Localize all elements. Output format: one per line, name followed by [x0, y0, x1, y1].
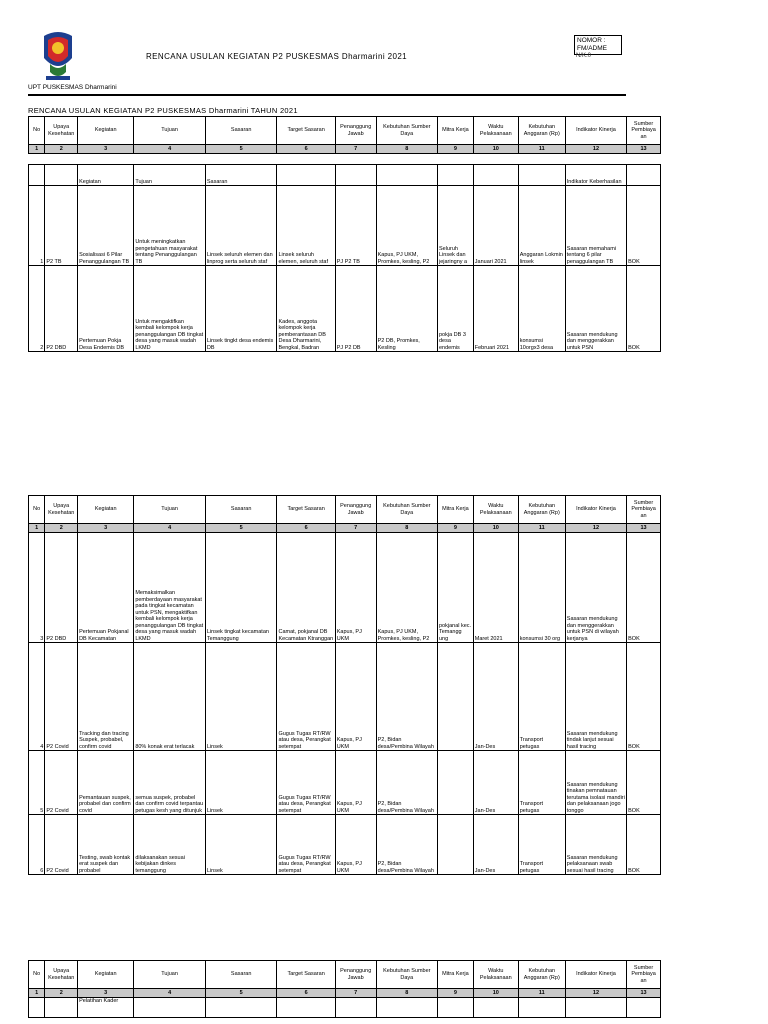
col-number: 4 — [134, 989, 206, 998]
label-cell: Kegiatan — [78, 165, 134, 186]
col-number: 13 — [627, 989, 661, 998]
cell-indikator: Sasaran mendukung pelaksanaan swab sesuai hasil tracing — [565, 815, 626, 875]
cell-no: 5 — [29, 751, 45, 815]
col-number: 2 — [45, 524, 78, 533]
cell-sumber: BOK — [627, 186, 661, 266]
cell-anggaran: Anggaran Lokmin linsek — [518, 186, 565, 266]
col-number: 4 — [134, 524, 206, 533]
label-cell — [627, 165, 661, 186]
col-header: Sumber Pembiaya an — [627, 117, 661, 145]
cell-waktu: Jan-Des — [473, 751, 518, 815]
cell-sumber: BOK — [627, 751, 661, 815]
col-number: 9 — [437, 145, 473, 154]
cell-upaya: P2 Covid — [45, 751, 78, 815]
col-header: Indikator Kinerja — [565, 961, 626, 989]
cell-target — [277, 998, 335, 1018]
col-number: 3 — [78, 989, 134, 998]
cell-upaya: P2 TB — [45, 186, 78, 266]
col-header: Upaya Kesehatan — [45, 961, 78, 989]
col-number: 3 — [78, 524, 134, 533]
col-number: 5 — [205, 145, 277, 154]
col-number: 12 — [565, 145, 626, 154]
nomor-label: NOMOR : — [577, 37, 606, 44]
cell-anggaran: konsumsi 10orgx3 desa — [518, 266, 565, 352]
table-header-row — [29, 496, 661, 524]
cell-upaya: P2 Covid — [45, 815, 78, 875]
cell-no: 4 — [29, 643, 45, 751]
nomor-extra: N/K.0 — [576, 53, 592, 59]
col-number: 1 — [29, 524, 45, 533]
cell-mitra — [437, 815, 473, 875]
cell-kegiatan: Pemantauan suspek, probabel dan confirm covid — [78, 751, 134, 815]
col-header: Kebutuhan Sumber Daya — [376, 961, 437, 989]
cell-waktu: Maret 2021 — [473, 533, 518, 643]
cell-kegiatan: Pertemuan Pokja Desa Endemis DB — [78, 266, 134, 352]
label-cell — [45, 165, 78, 186]
cell-tujuan: Memaksimalkan pemberdayaan masyarakat pada tingkat kecamatan untuk PSN, mengaktifkan kembali kelompok kerja penanggulangan DB tingkat desa yang masuk wadah LKMD — [134, 533, 206, 643]
plan-subtitle: RENCANA USULAN KEGIATAN P2 PUSKESMAS Dharmarini TAHUN 2021 — [28, 106, 298, 115]
column-number-row — [29, 145, 661, 154]
col-number: 6 — [277, 524, 335, 533]
cell-kegiatan: Sosialisasi 6 Pilar Penanggulangan TB — [78, 186, 134, 266]
cell-mitra: pokja DB 3 desa endemis — [437, 266, 473, 352]
cell-sumber-daya — [376, 998, 437, 1018]
cell-waktu: Januari 2021 — [473, 186, 518, 266]
label-row — [29, 165, 661, 186]
col-header: No — [29, 117, 45, 145]
cell-pj: PJ P2 DB — [335, 266, 376, 352]
col-number: 10 — [473, 524, 518, 533]
cell-tujuan: Untuk mengaktifkan kembali kelompok kerja penanggulangan DB tingkat desa yang masuk wadah LKMD — [134, 266, 206, 352]
organization-name: UPT PUSKESMAS Dharmarini — [28, 84, 117, 91]
table-row — [29, 815, 661, 875]
nomor-value: FM/ADME — [577, 45, 607, 52]
col-header: Mitra Kerja — [437, 117, 473, 145]
label-cell — [437, 165, 473, 186]
cell-mitra — [437, 751, 473, 815]
cell-sumber: BOK — [627, 533, 661, 643]
cell-waktu: Jan-Des — [473, 643, 518, 751]
col-header: Kebutuhan Anggaran (Rp) — [518, 496, 565, 524]
col-header: Waktu Pelaksanaan — [473, 961, 518, 989]
col-number: 12 — [565, 989, 626, 998]
cell-pj: Kapus, PJ UKM — [335, 815, 376, 875]
col-header: Kegiatan — [78, 496, 134, 524]
col-number: 7 — [335, 145, 376, 154]
cell-mitra — [437, 643, 473, 751]
cell-anggaran — [518, 998, 565, 1018]
cell-mitra: pokjanal kec. Temangg ung — [437, 533, 473, 643]
col-number: 8 — [376, 524, 437, 533]
cell-target: Kades, anggota kelompok kerja pemberantasan DB Desa Dharmarini, Bengkal, Badran — [277, 266, 335, 352]
table-row — [29, 533, 661, 643]
col-number: 10 — [473, 145, 518, 154]
col-number: 4 — [134, 145, 206, 154]
col-number: 2 — [45, 989, 78, 998]
col-header: Tujuan — [134, 117, 206, 145]
col-number: 5 — [205, 989, 277, 998]
col-header: Kebutuhan Anggaran (Rp) — [518, 961, 565, 989]
cell-indikator: Sasaran memahami tentang 6 pilar penaggulangan TB — [565, 186, 626, 266]
cell-pj: PJ P2 TB — [335, 186, 376, 266]
cell-anggaran: konsumsi 30 org — [518, 533, 565, 643]
cell-sumber: BOK — [627, 643, 661, 751]
col-header: Target Sasaran — [277, 117, 335, 145]
header-divider — [28, 94, 626, 96]
col-number: 12 — [565, 524, 626, 533]
cell-pj — [335, 998, 376, 1018]
cell-sumber — [627, 998, 661, 1018]
cell-upaya: P2 DBD — [45, 266, 78, 352]
col-number: 11 — [518, 524, 565, 533]
col-number: 5 — [205, 524, 277, 533]
col-header: No — [29, 961, 45, 989]
cell-pj: Kapus, PJ UKM — [335, 643, 376, 751]
cell-sumber-daya: Kapus, PJ UKM, Promkes, kesling, P2 — [376, 186, 437, 266]
col-header: Penanggung Jawab — [335, 117, 376, 145]
cell-upaya: P2 Covid — [45, 643, 78, 751]
col-header: No — [29, 496, 45, 524]
document-number-box — [574, 35, 622, 55]
cell-no — [29, 998, 45, 1018]
cell-waktu: Jan-Des — [473, 815, 518, 875]
label-cell — [376, 165, 437, 186]
label-cell: Tujuan — [134, 165, 206, 186]
cell-tujuan: 80% konak erat terlacak — [134, 643, 206, 751]
label-cell: Indikator Keberhasilan — [565, 165, 626, 186]
col-header: Sasaran — [205, 496, 277, 524]
col-header: Penanggung Jawab — [335, 496, 376, 524]
col-header: Indikator Kinerja — [565, 496, 626, 524]
col-number: 6 — [277, 145, 335, 154]
col-header: Sasaran — [205, 117, 277, 145]
puskesmas-logo — [40, 28, 76, 84]
col-number: 3 — [78, 145, 134, 154]
cell-tujuan — [134, 998, 206, 1018]
label-cell — [473, 165, 518, 186]
cell-upaya — [45, 998, 78, 1018]
table-row — [29, 998, 661, 1018]
cell-kegiatan: Pertemuan Pokjanal DB Kecamatan — [78, 533, 134, 643]
cell-sumber-daya: P2, Bidan desa/Pembina Wilayah — [376, 643, 437, 751]
cell-target: Camat, pokjanal DB Kecamatan Ktranggan — [277, 533, 335, 643]
cell-sumber-daya: P2 DB, Promkes, Kesling — [376, 266, 437, 352]
cell-no: 2 — [29, 266, 45, 352]
cell-target: Gugus Tugas RT/RW atau desa, Perangkat setempat — [277, 643, 335, 751]
plan-table-1 — [28, 116, 661, 154]
col-header: Mitra Kerja — [437, 496, 473, 524]
cell-indikator: Sasaran mendukung tindak lanjut sesuai hasil tracing — [565, 643, 626, 751]
cell-tujuan: Untuk meningkatkan pengetahuan masyarakat tentang Penanggulangan TB — [134, 186, 206, 266]
cell-no: 3 — [29, 533, 45, 643]
table-row — [29, 751, 661, 815]
col-number: 13 — [627, 145, 661, 154]
col-header: Waktu Pelaksanaan — [473, 117, 518, 145]
cell-sumber: BOK — [627, 266, 661, 352]
col-header: Kegiatan — [78, 117, 134, 145]
col-header: Kebutuhan Sumber Daya — [376, 117, 437, 145]
plan-table-3 — [28, 960, 661, 1018]
cell-sumber: BOK — [627, 815, 661, 875]
col-header: Upaya Kesehatan — [45, 117, 78, 145]
cell-tujuan: dilaksanakan sesuai kebijakan dinkes temanggung — [134, 815, 206, 875]
col-header: Upaya Kesehatan — [45, 496, 78, 524]
cell-anggaran: Transport petugas — [518, 751, 565, 815]
cell-kegiatan: Pelatihan Kader — [78, 998, 134, 1018]
cell-anggaran: Transport petugas — [518, 643, 565, 751]
plan-table-1-body — [28, 164, 661, 352]
col-header: Waktu Pelaksanaan — [473, 496, 518, 524]
col-header: Sumber Pembiaya an — [627, 961, 661, 989]
col-number: 8 — [376, 145, 437, 154]
col-number: 6 — [277, 989, 335, 998]
cell-target: Gugus Tugas RT/RW atau desa, Perangkat setempat — [277, 815, 335, 875]
col-number: 8 — [376, 989, 437, 998]
cell-sasaran: Linsek — [205, 643, 277, 751]
col-number: 9 — [437, 989, 473, 998]
label-cell — [518, 165, 565, 186]
cell-indikator — [565, 998, 626, 1018]
col-header: Kebutuhan Sumber Daya — [376, 496, 437, 524]
plan-table-2 — [28, 495, 661, 875]
col-number: 11 — [518, 989, 565, 998]
col-number: 1 — [29, 989, 45, 998]
table-row — [29, 266, 661, 352]
cell-kegiatan: Testing, swab kontak erat suspek dan probabel — [78, 815, 134, 875]
cell-mitra: Seluruh Linsek dan jejaringny a — [437, 186, 473, 266]
label-cell — [335, 165, 376, 186]
table-header-row — [29, 117, 661, 145]
col-header: Tujuan — [134, 961, 206, 989]
cell-pj: Kapus, PJ UKM — [335, 533, 376, 643]
label-cell: Sasaran — [205, 165, 277, 186]
cell-waktu — [473, 998, 518, 1018]
column-number-row — [29, 524, 661, 533]
col-number: 7 — [335, 989, 376, 998]
cell-sumber-daya: P2, Bidan desa/Pembina Wilayah — [376, 815, 437, 875]
col-header: Indikator Kinerja — [565, 117, 626, 145]
cell-sasaran: Linsek tingkat kecamatan Temanggung — [205, 533, 277, 643]
cell-mitra — [437, 998, 473, 1018]
cell-waktu: Februari 2021 — [473, 266, 518, 352]
label-cell — [29, 165, 45, 186]
table-row — [29, 186, 661, 266]
col-header: Penanggung Jawab — [335, 961, 376, 989]
cell-no: 6 — [29, 815, 45, 875]
cell-sasaran: Linsek — [205, 751, 277, 815]
column-number-row — [29, 989, 661, 998]
col-header: Kegiatan — [78, 961, 134, 989]
col-header: Target Sasaran — [277, 496, 335, 524]
col-number: 2 — [45, 145, 78, 154]
col-header: Sasaran — [205, 961, 277, 989]
cell-pj: Kapus, PJ UKM — [335, 751, 376, 815]
col-number: 10 — [473, 989, 518, 998]
cell-sasaran: Linsek — [205, 815, 277, 875]
col-header: Target Sasaran — [277, 961, 335, 989]
cell-target: Linsek seluruh elemen, seluruh staf — [277, 186, 335, 266]
cell-target: Gugus Tugas RT/RW atau desa, Perangkat setempat — [277, 751, 335, 815]
cell-tujuan: semua suspek, probabel dan confirm covid terpantau petugas kesh yang ditunjuk — [134, 751, 206, 815]
cell-sumber-daya: P2, Bidan desa/Pembina Wilayah — [376, 751, 437, 815]
cell-upaya: P2 DBD — [45, 533, 78, 643]
cell-sasaran — [205, 998, 277, 1018]
cell-indikator: Sasaran mendukung dan menggerakkan untuk PSN di wilayah kerjanya — [565, 533, 626, 643]
cell-no: 1 — [29, 186, 45, 266]
label-cell — [277, 165, 335, 186]
col-number: 1 — [29, 145, 45, 154]
cell-sasaran: Linsek seluruh elemen dan linprog serta seluruh staf — [205, 186, 277, 266]
col-number: 7 — [335, 524, 376, 533]
cell-sasaran: Linsek tingkt desa endemis DB — [205, 266, 277, 352]
document-title: RENCANA USULAN KEGIATAN P2 PUSKESMAS Dharmarini 2021 — [146, 52, 408, 61]
col-header: Mitra Kerja — [437, 961, 473, 989]
cell-sumber-daya: Kapus, PJ UKM, Promkes, kesling, P2 — [376, 533, 437, 643]
col-header: Sumber Pembiaya an — [627, 496, 661, 524]
cell-indikator: Sasaran mendukung tinakan pemnatauan terutama isolasi mandiri dan pelaksanaan jogo tonggo — [565, 751, 626, 815]
cell-indikator: Sasaran mendukung dan menggerakkan untuk PSN — [565, 266, 626, 352]
col-number: 11 — [518, 145, 565, 154]
col-number: 9 — [437, 524, 473, 533]
table-header-row — [29, 961, 661, 989]
col-number: 13 — [627, 524, 661, 533]
col-header: Kebutuhan Anggaran (Rp) — [518, 117, 565, 145]
col-header: Tujuan — [134, 496, 206, 524]
cell-kegiatan: Tracking dan tracing Suspek, probabel, confirm covid — [78, 643, 134, 751]
table-row — [29, 643, 661, 751]
cell-anggaran: Transport petugas — [518, 815, 565, 875]
